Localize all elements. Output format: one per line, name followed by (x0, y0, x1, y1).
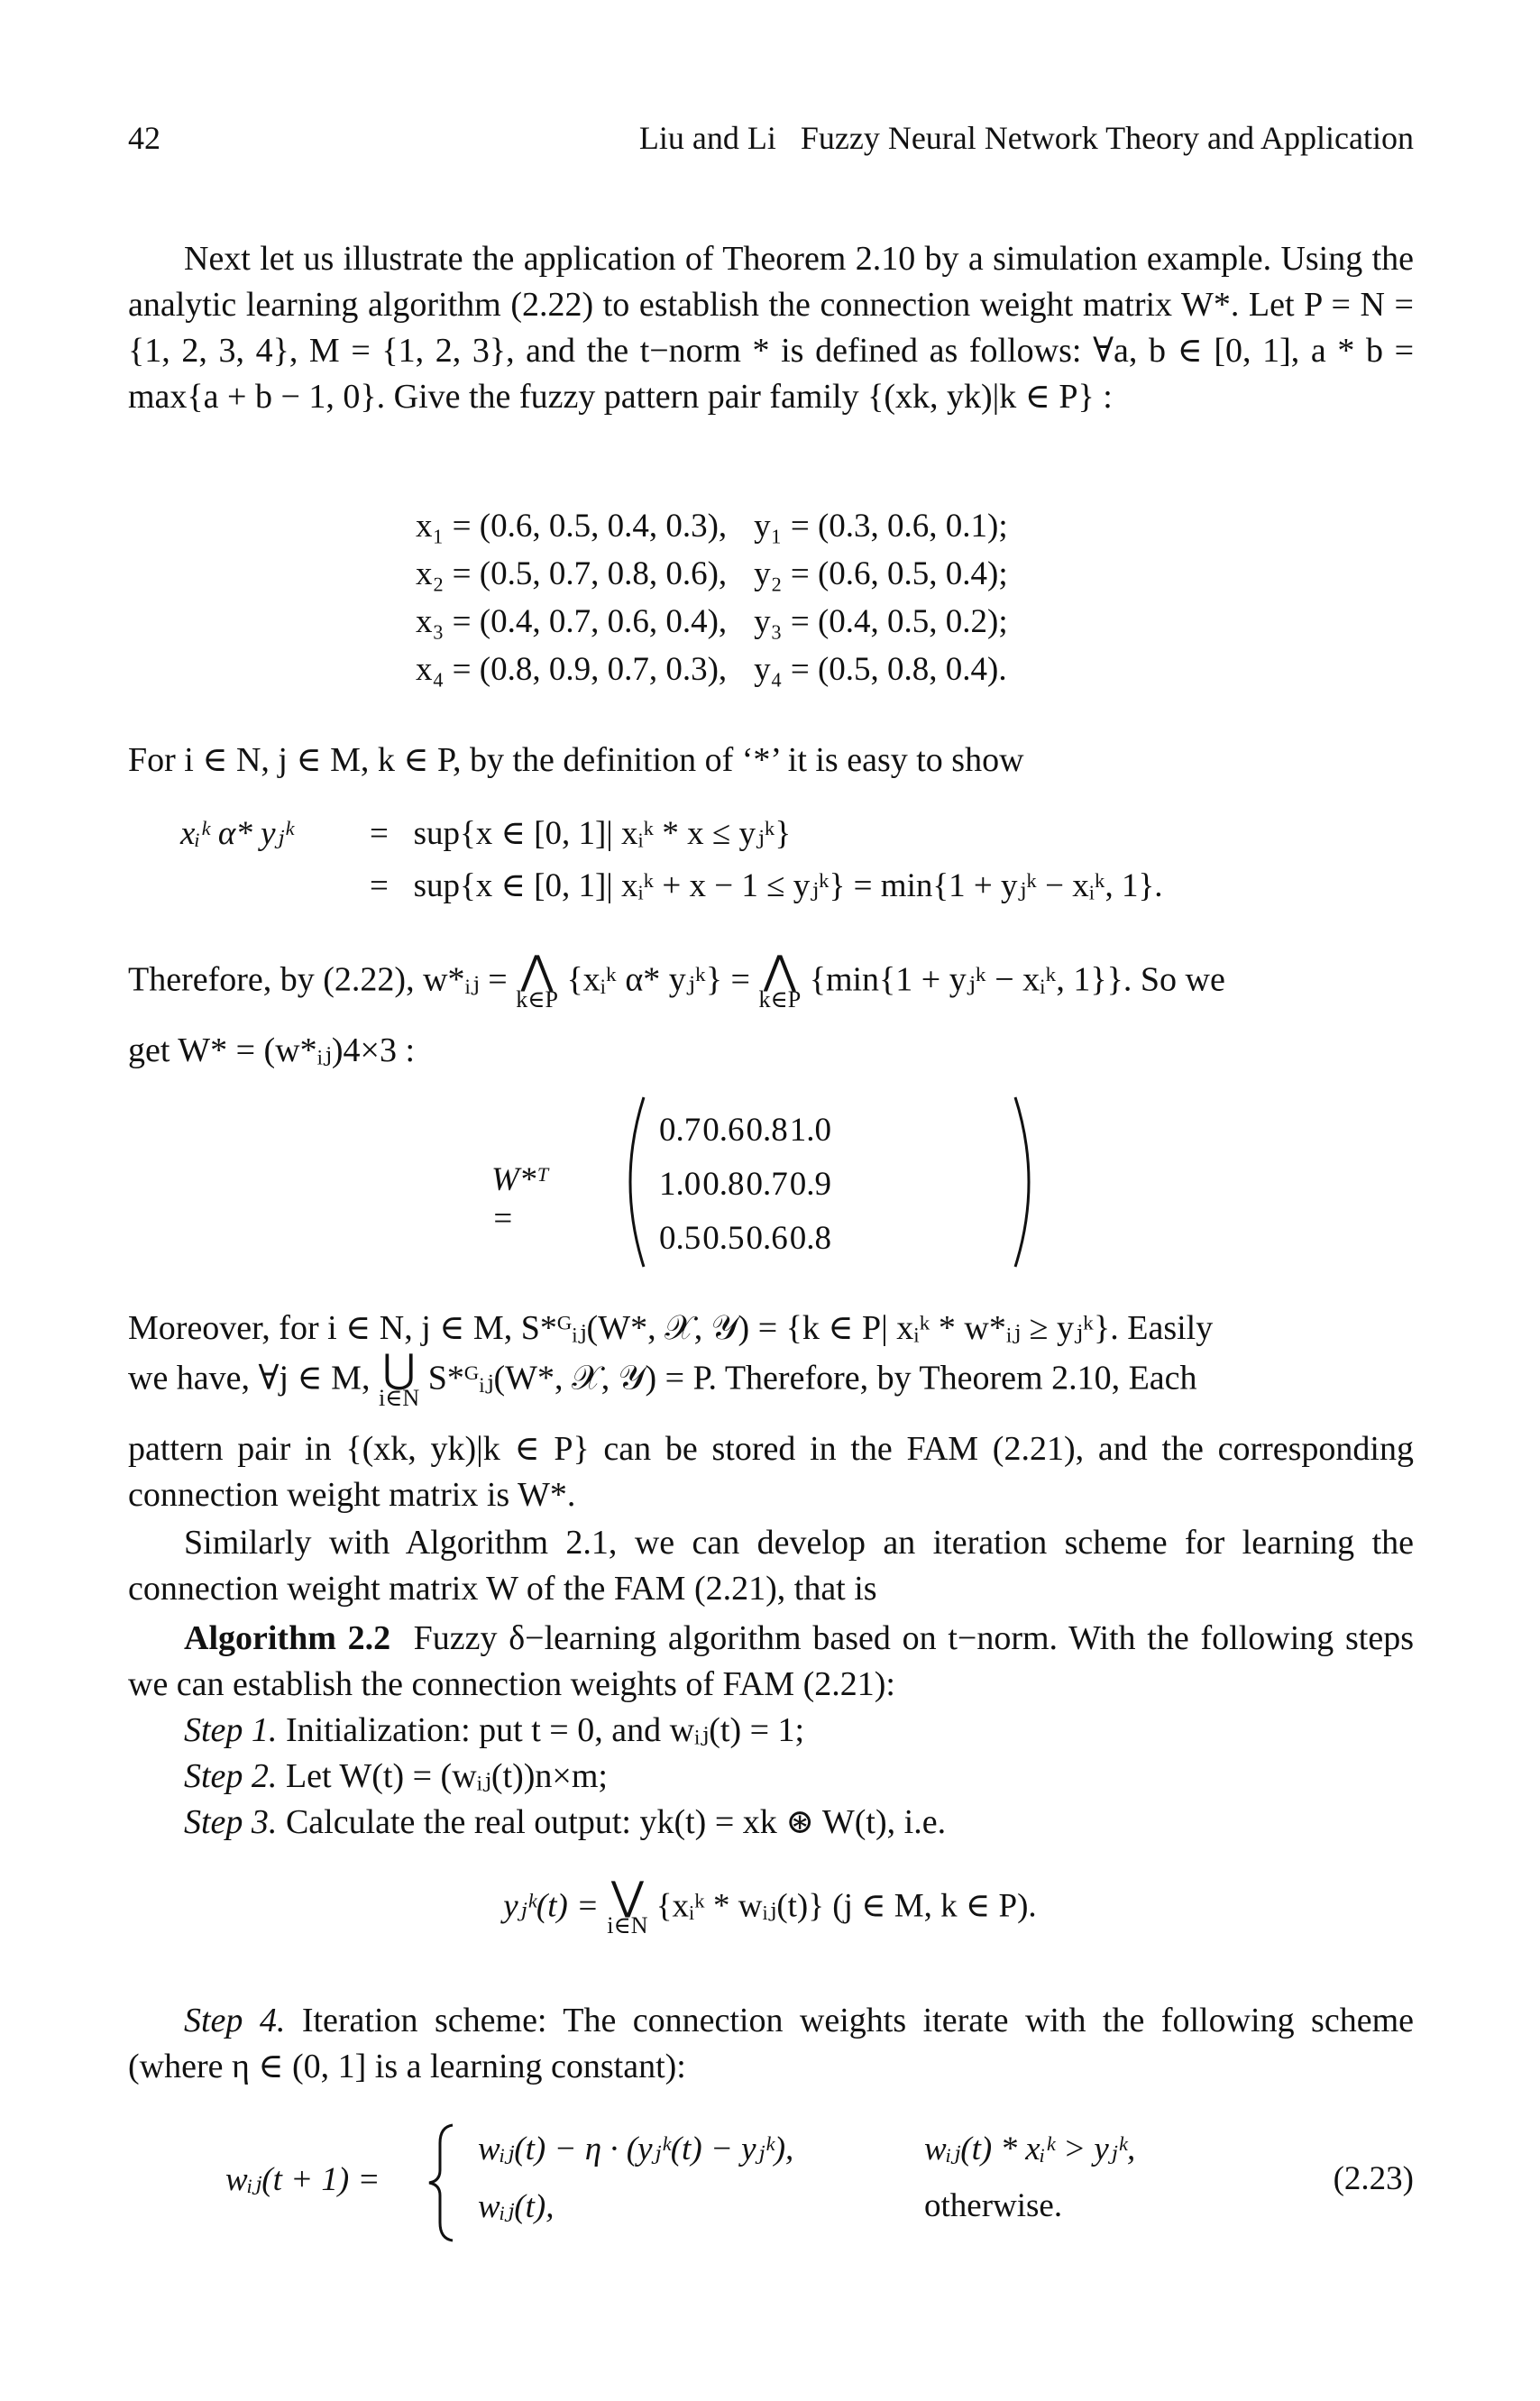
matrix-cell: 0.5 (702, 1219, 745, 1257)
join-operator: ⋁ i∈N (607, 1874, 648, 1938)
step-2-label: Step 2. (184, 1757, 278, 1795)
alpha-equation (180, 813, 1443, 921)
therefore-part-1: Therefore, by (2.22), w*ᵢⱼ = (128, 960, 508, 999)
matrix-cell: 1.0 (659, 1165, 701, 1203)
iteration-case-1: wᵢⱼ(t) − η · (yⱼᵏ(t) − yⱼᵏ), (478, 2131, 794, 2167)
moreover-part-1: we have, ∀j ∈ M, (128, 1359, 371, 1398)
pattern-x: x₂ = (0.5, 0.7, 0.8, 0.6), (416, 555, 728, 592)
pattern-y: y₂ = (0.6, 0.5, 0.4); (754, 555, 1008, 592)
iteration-condition-2: otherwise. (924, 2187, 1063, 2224)
output-equation (0, 1874, 1540, 1938)
therefore-part-2: {xᵢᵏ α* yⱼᵏ} = (566, 960, 750, 999)
matrix-cell: 0.8 (702, 1165, 745, 1203)
pattern-pairs (401, 501, 1022, 694)
matrix-cell: 0.7 (659, 1111, 701, 1149)
matrix-row (658, 1211, 832, 1265)
algorithm-heading (128, 1616, 1414, 1708)
matrix-cell: 0.8 (789, 1219, 831, 1257)
alpha-line-1: = sup{x ∈ [0, 1]| xᵢᵏ * x ≤ yⱼᵏ} (370, 815, 792, 852)
page-number: 42 (128, 120, 160, 156)
step-3-text: Calculate the real output: yk(t) = xk ⊛ W(t), i.e. (285, 1803, 947, 1841)
step-4-text: Iteration scheme: The connection weights iterate with the following scheme (where η ∈ (0, 1] is a learning constant): (128, 2002, 1414, 2085)
union-operator: ⋃ i∈N (378, 1347, 420, 1411)
left-brace-icon (426, 2123, 458, 2242)
pattern-y: y₄ = (0.5, 0.8, 0.4). (754, 651, 1007, 688)
algorithm-description: Fuzzy δ−learning algorithm based on t−norm. With the following steps we can establish the connection weights of FAM (2.21): (128, 1619, 1414, 1703)
step-4-label: Step 4. (184, 2002, 286, 2039)
moreover-part-2: S*ᴳᵢⱼ(W*, 𝒳, 𝒴) = P. Therefore, by Theorem 2.10, Each (427, 1359, 1197, 1398)
iteration-lhs: wᵢⱼ(t + 1) = (225, 2161, 380, 2198)
paragraph-similarly: Similarly with Algorithm 2.1, we can develop an iteration scheme for learning the connection weight matrix W of the FAM (2.21), that is (128, 1524, 1414, 1608)
paragraph-moreover-2 (128, 1347, 1414, 1411)
step-1-label: Step 1. (184, 1711, 278, 1749)
meet-subscript: k∈P (516, 986, 558, 1013)
join-subscript: i∈N (607, 1912, 648, 1938)
matrix-label: W*ᵀ = (491, 1161, 549, 1237)
algorithm-step-1 (128, 1708, 1414, 1754)
pattern-y: y₃ = (0.4, 0.5, 0.2); (754, 603, 1008, 640)
paragraph-get-w: get W* = (w*ᵢⱼ)4×3 : (128, 1031, 416, 1069)
output-lhs: yⱼᵏ(t) = (503, 1887, 600, 1925)
algorithm-step-4 (128, 1998, 1414, 2090)
meet-subscript: k∈P (758, 986, 802, 1013)
matrix-table (658, 1103, 832, 1265)
matrix-row (658, 1157, 832, 1211)
pattern-x: x₃ = (0.4, 0.7, 0.6, 0.4), (416, 603, 728, 640)
therefore-part-3: {min{1 + yⱼᵏ − xᵢᵏ, 1}}. So we (809, 960, 1225, 999)
matrix-cell: 0.6 (746, 1219, 788, 1257)
iteration-equation (225, 2123, 1352, 2250)
algorithm-step-3 (128, 1800, 1414, 1846)
paragraph-definition: For i ∈ N, j ∈ M, k ∈ P, by the definition of ‘*’ it is easy to show (128, 741, 1024, 779)
step-1-text: Initialization: put t = 0, and wᵢⱼ(t) = 1; (285, 1711, 805, 1749)
matrix-cell: 0.8 (746, 1111, 788, 1149)
meet-operator: ⋀ k∈P (758, 948, 802, 1013)
algorithm-step-2 (128, 1754, 1414, 1800)
alpha-lhs: xᵢᵏ α* yⱼᵏ (180, 815, 294, 852)
matrix-cell: 0.7 (746, 1165, 788, 1203)
iteration-condition-1: wᵢⱼ(t) * xᵢᵏ > yⱼᵏ, (924, 2131, 1136, 2167)
paragraph-moreover-1: Moreover, for i ∈ N, j ∈ M, S*ᴳᵢⱼ(W*, 𝒳, 𝒴) = {k ∈ P| xᵢᵏ * w*ᵢⱼ ≥ yⱼᵏ}. Easily (128, 1309, 1214, 1347)
paragraph-therefore (128, 948, 1414, 1013)
right-paren-icon (1010, 1095, 1046, 1269)
pattern-row (403, 503, 1021, 549)
matrix-row (658, 1103, 832, 1157)
matrix-cell: 0.5 (659, 1219, 701, 1257)
pattern-row (403, 646, 1021, 692)
meet-operator: ⋀ k∈P (516, 948, 558, 1013)
paragraph-intro: Next let us illustrate the application of Theorem 2.10 by a simulation example. Using the analytic learning algorithm (2.22) to establish the connection weight matrix W*. Let P = N = {1, 2, 3, 4}, M = {1, 2, 3}, and the t−norm * is defined as follows: ∀a, b ∈ [0, 1], a * b = max{a + b − 1, 0}. Give the fuzzy pattern pair family {(xk, yk)|k ∈ P} : (128, 240, 1414, 416)
pattern-row (403, 599, 1021, 645)
alpha-line-2: = sup{x ∈ [0, 1]| xᵢᵏ + x − 1 ≤ yⱼᵏ} = min{1 + yⱼᵏ − xᵢᵏ, 1}. (370, 867, 1163, 904)
paragraph-moreover-rest: pattern pair in {(xk, yk)|k ∈ P} can be stored in the FAM (2.21), and the corresponding connection weight matrix is W*. (128, 1430, 1414, 1514)
step-2-text: Let W(t) = (wᵢⱼ(t))n×m; (285, 1757, 608, 1795)
matrix-cell: 1.0 (789, 1111, 831, 1149)
running-title: Liu and Li Fuzzy Neural Network Theory and Application (638, 120, 1414, 156)
pattern-row (403, 551, 1021, 597)
left-paren-icon (613, 1095, 649, 1269)
pattern-x: x₁ = (0.6, 0.5, 0.4, 0.3), (416, 508, 728, 545)
matrix-cell: 0.6 (702, 1111, 745, 1149)
algorithm-title: Algorithm 2.2 (184, 1619, 391, 1657)
pattern-y: y₁ = (0.3, 0.6, 0.1); (754, 508, 1008, 545)
matrix-cell: 0.9 (789, 1165, 831, 1203)
output-rhs: {xᵢᵏ * wᵢⱼ(t)} (j ∈ M, k ∈ P). (655, 1887, 1037, 1925)
union-subscript: i∈N (378, 1385, 420, 1411)
pattern-x: x₄ = (0.8, 0.9, 0.7, 0.3), (416, 651, 728, 688)
step-3-label: Step 3. (184, 1803, 278, 1841)
iteration-case-2: wᵢⱼ(t), (478, 2188, 555, 2225)
running-header (128, 119, 1414, 164)
equation-number: (2.23) (1333, 2160, 1414, 2197)
